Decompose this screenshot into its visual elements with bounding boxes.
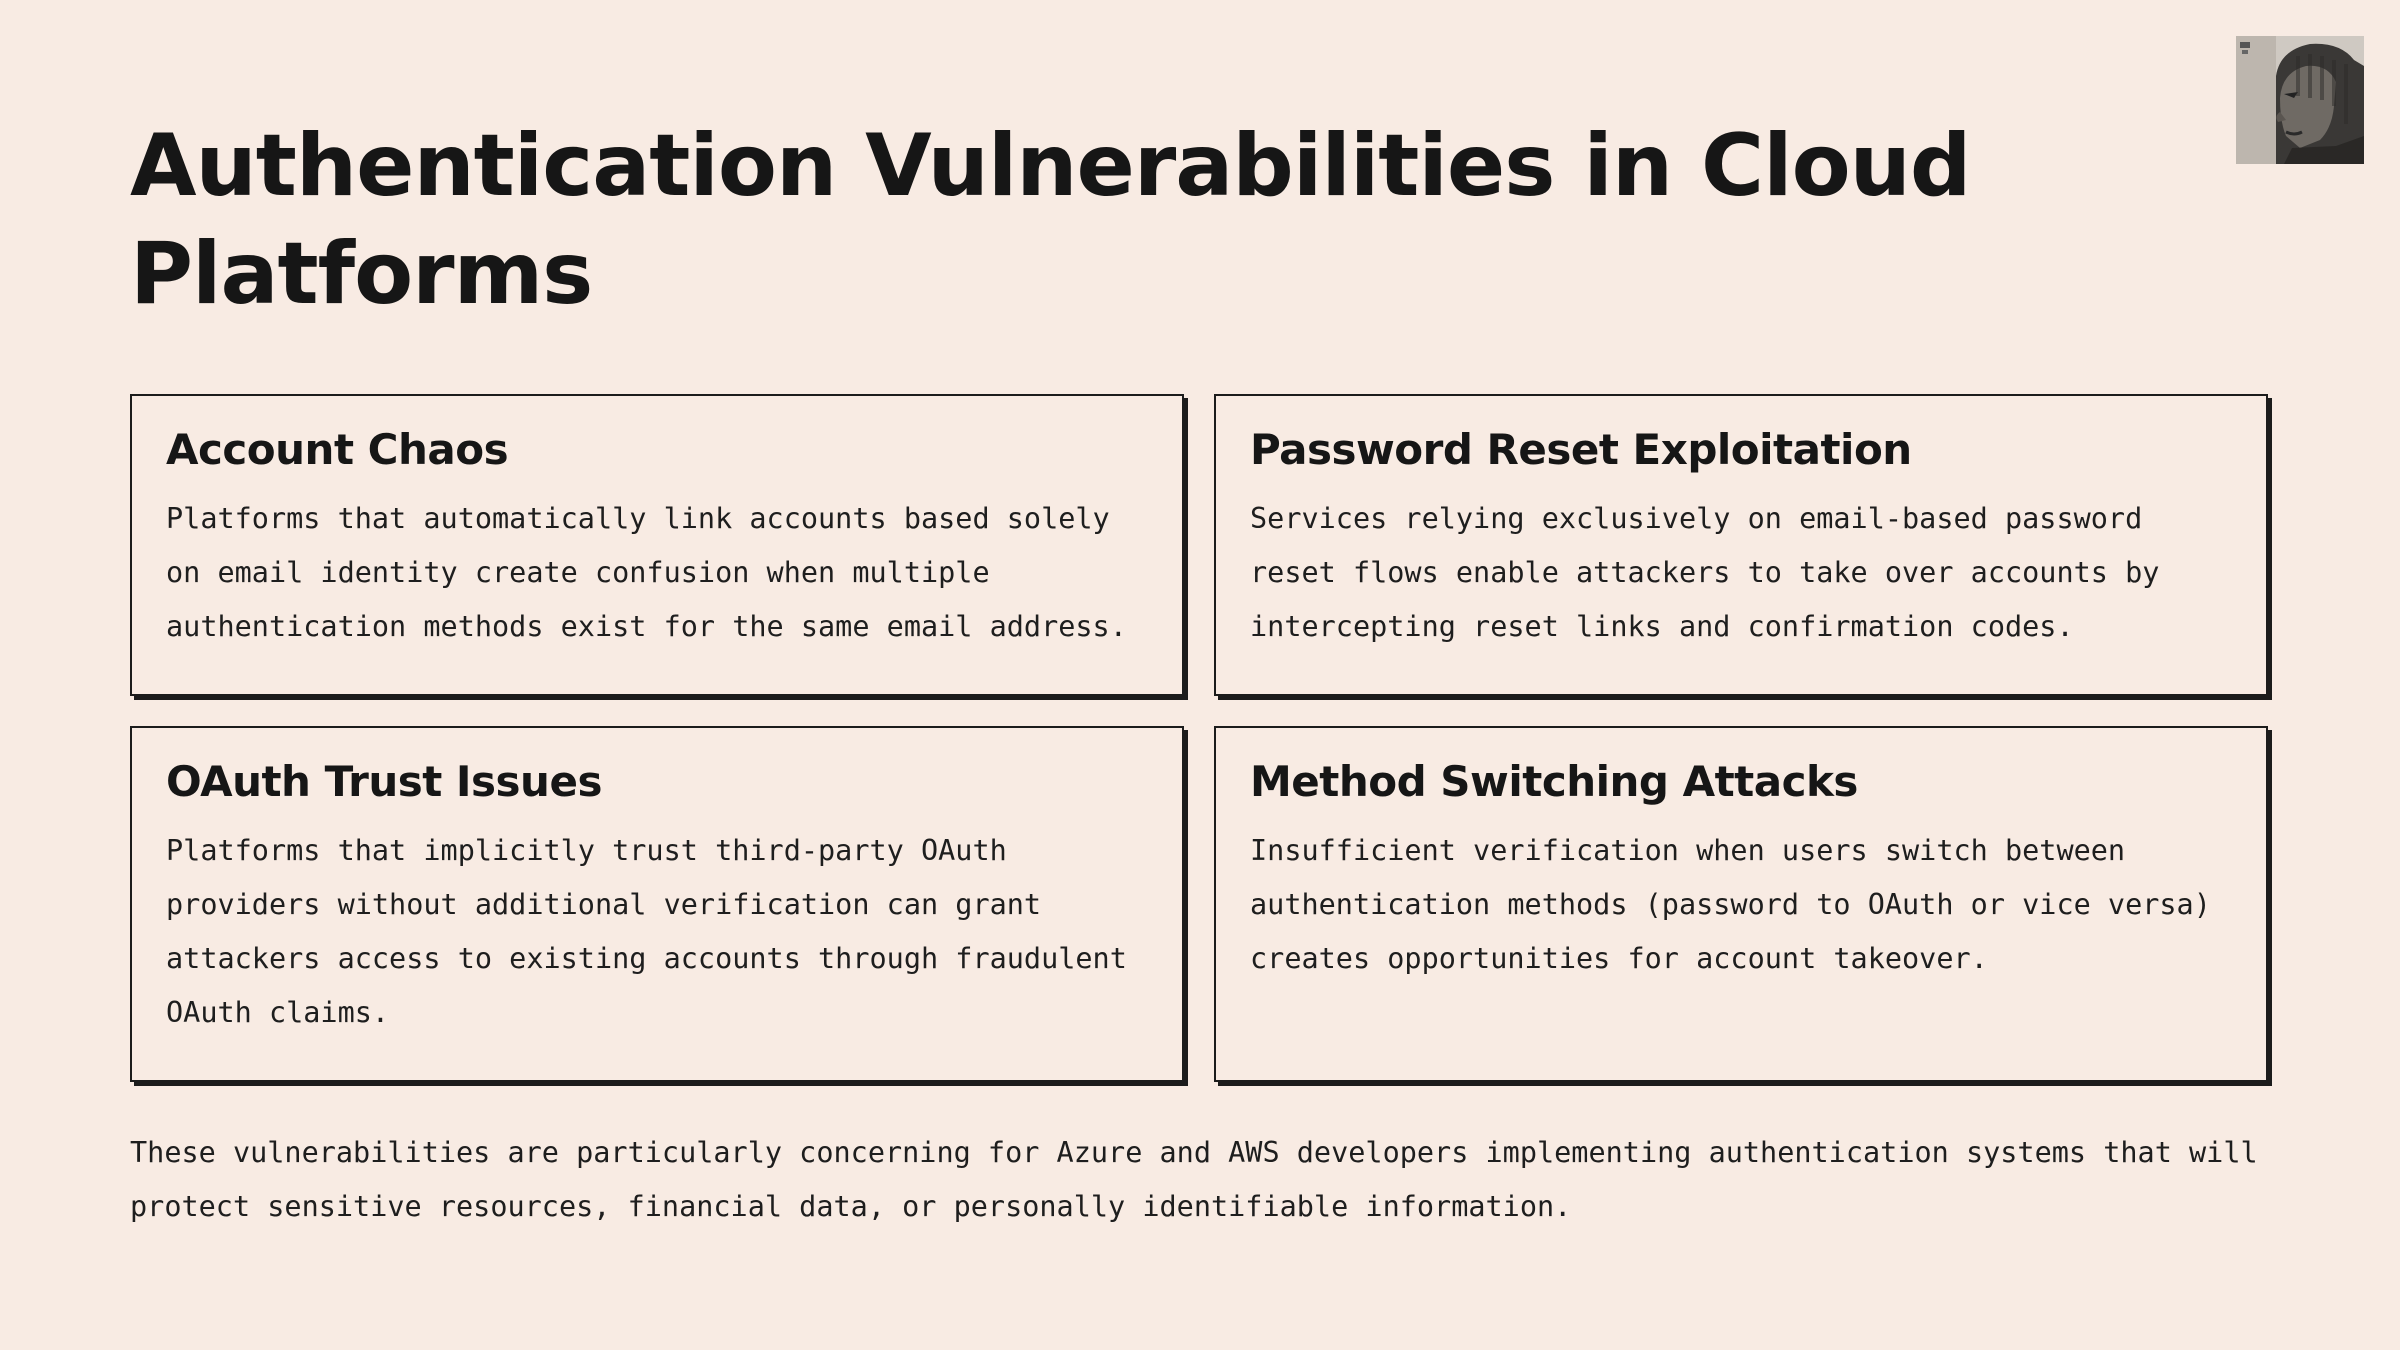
- card-body: Insufficient verification when users switch between authentication methods (password to OAuth or vice versa) creates opportunities for account takeover.: [1250, 834, 2211, 975]
- card-title: Method Switching Attacks: [1250, 757, 1858, 806]
- footer-note: These vulnerabilities are particularly concerning for Azure and AWS developers implementing authentication systems that will protect sensitive resources, financial data, or personally identifiable information.: [130, 1136, 2258, 1223]
- card-body: Platforms that implicitly trust third-party OAuth providers without additional verification can grant attackers access to existing accounts through fraudulent OAuth claims.: [166, 834, 1127, 1029]
- card-title: OAuth Trust Issues: [166, 757, 602, 806]
- card-title: Password Reset Exploitation: [1250, 425, 1912, 474]
- card-title: Account Chaos: [166, 425, 509, 474]
- card-account-chaos: [130, 394, 1184, 696]
- card-oauth-trust-issues: [130, 726, 1184, 1082]
- pharaoh-portrait-image: [2236, 36, 2364, 164]
- card-body: Platforms that automatically link accounts based solely on email identity create confusion when multiple authentication methods exist for the same email address.: [166, 502, 1127, 643]
- portrait-thumbnail: [2236, 36, 2364, 164]
- card-method-switching-attacks: [1214, 726, 2268, 1082]
- cards-grid: [130, 394, 2268, 1082]
- card-password-reset-exploitation: [1214, 394, 2268, 696]
- card-body: Services relying exclusively on email-based password reset flows enable attackers to take over accounts by intercepting reset links and confirmation codes.: [1250, 502, 2160, 643]
- slide-title: Authentication Vulnerabilities in Cloud Platforms: [130, 116, 1971, 324]
